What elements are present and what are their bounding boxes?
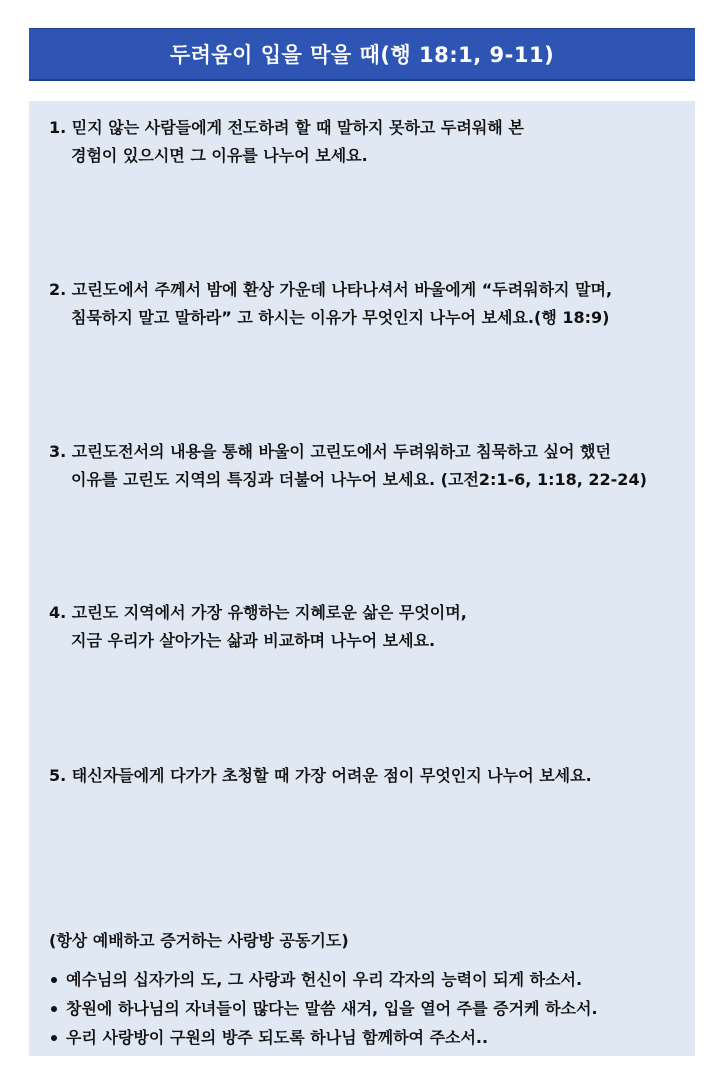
bullet-icon	[51, 1035, 57, 1041]
question-3-line-2: 이유를 고린도 지역의 특징과 더불어 나누어 보세요. (고전2:1-6, 1:18, 22-24)	[71, 470, 647, 489]
question-3	[49, 438, 679, 494]
question-3-line-1: 3. 고린도전서의 내용을 통해 바울이 고린도에서 두려워하고 침묵하고 싶어 했던	[49, 442, 611, 461]
content-panel	[29, 101, 695, 1056]
question-5-line-1: 5. 태신자들에게 다가가 초청할 때 가장 어려운 점이 무엇인지 나누어 보세요.	[49, 766, 592, 785]
prayer-item	[49, 994, 598, 1023]
prayer-item-text: 예수님의 십자가의 도, 그 사랑과 헌신이 우리 각자의 능력이 되게 하소서.	[66, 970, 583, 989]
question-1-line-1: 1. 믿지 않는 사람들에게 전도하려 할 때 말하지 못하고 두려워해 본	[49, 118, 524, 137]
prayer-item	[49, 1023, 598, 1052]
bullet-icon	[51, 1006, 57, 1012]
prayer-heading: (항상 예배하고 증거하는 사랑방 공동기도)	[49, 931, 349, 950]
page-title: 두려움이 입을 막을 때(행 18:1, 9-11)	[169, 43, 555, 67]
question-2	[49, 276, 679, 332]
prayer-item-text: 창원에 하나님의 자녀들이 많다는 말씀 새겨, 입을 열어 주를 증거케 하소서.	[66, 999, 598, 1018]
prayer-item	[49, 965, 598, 994]
prayer-item-text: 우리 사랑방이 구원의 방주 되도록 하나님 함께하여 주소서..	[66, 1028, 489, 1047]
question-4-line-2: 지금 우리가 살아가는 삶과 비교하며 나누어 보세요.	[71, 631, 436, 650]
question-2-line-1: 2. 고린도에서 주께서 밤에 환상 가운데 나타나셔서 바울에게 “두려워하지 말며,	[49, 280, 613, 299]
bullet-icon	[51, 977, 57, 983]
prayer-list	[49, 965, 598, 1052]
question-4-line-1: 4. 고린도 지역에서 가장 유행하는 지혜로운 삶은 무엇이며,	[49, 603, 467, 622]
question-4	[49, 599, 679, 655]
question-2-line-2: 침묵하지 말고 말하라” 고 하시는 이유가 무엇인지 나누어 보세요.(행 18:9)	[71, 308, 610, 327]
question-5	[49, 762, 679, 790]
question-1-line-2: 경험이 있으시면 그 이유를 나누어 보세요.	[71, 146, 368, 165]
question-1	[49, 114, 679, 170]
title-bar	[29, 28, 695, 81]
